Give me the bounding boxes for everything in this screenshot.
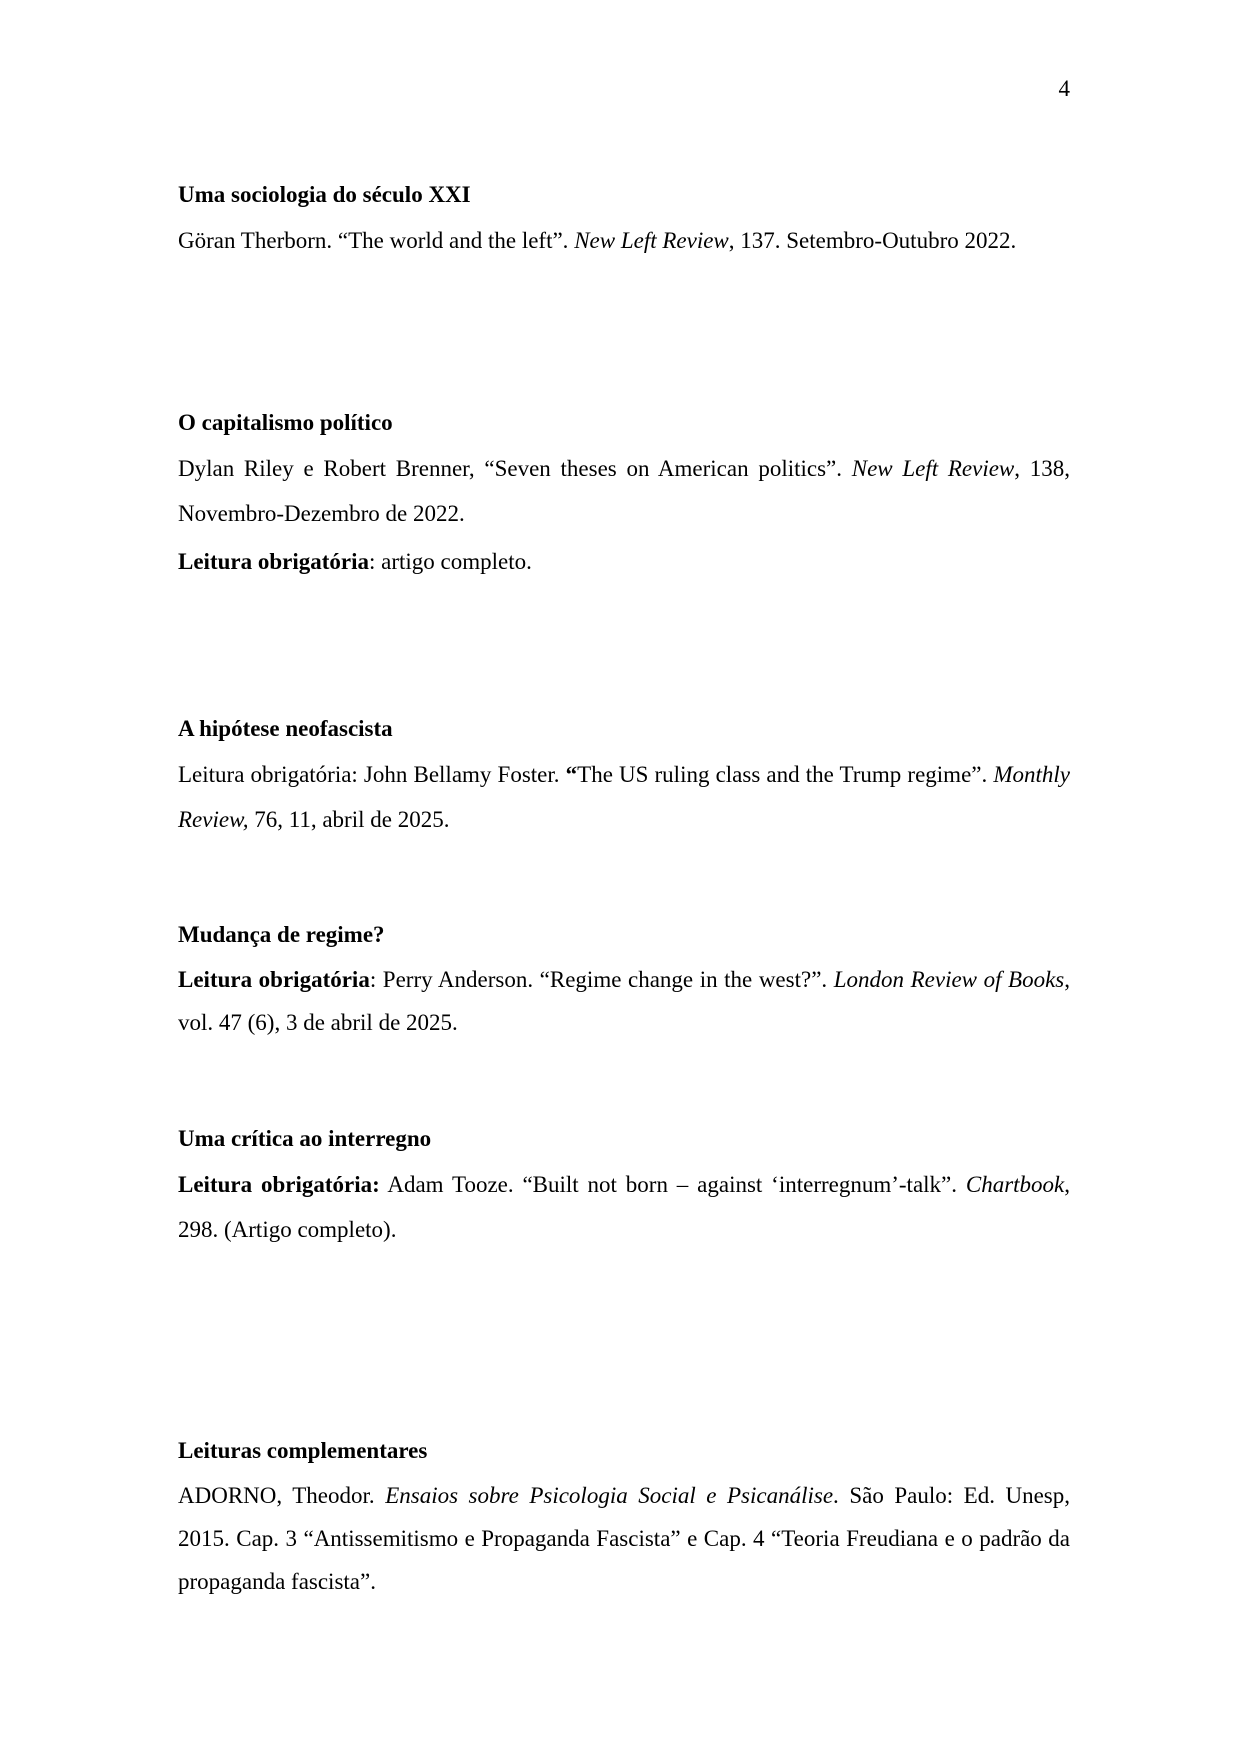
ref-journal: Monthly Review, xyxy=(178,762,1071,832)
ref-journal: London Review of Books xyxy=(833,967,1065,992)
section-sociologia xyxy=(178,180,1070,263)
reference-entry xyxy=(178,1162,1070,1252)
ref-title: The US ruling class and the Trump regime”. xyxy=(577,762,994,787)
section-leituras-complementares xyxy=(178,1436,1070,1603)
reading-label: Leitura obrigatória xyxy=(178,967,370,992)
section-heading: Uma sociologia do século XXI xyxy=(178,182,471,207)
ref-details: . São Paulo: Ed. Unesp, 2015. Cap. 3 “Antissemitismo e Propaganda Fascista” e Cap. 4 “Teoria Freudiana e o padrão da propaganda fascista”. xyxy=(178,1483,1071,1594)
reference-entry xyxy=(178,958,1070,1044)
reading-note xyxy=(178,539,1070,584)
ref-details: , vol. 47 (6), 3 de abril de 2025. xyxy=(178,967,1071,1035)
section-heading: Leituras complementares xyxy=(178,1438,428,1463)
ref-text: : Perry Anderson. “Regime change in the west?”. xyxy=(369,967,834,992)
ref-details: 76, 11, abril de 2025. xyxy=(248,807,450,832)
section-capitalismo xyxy=(178,408,1070,584)
section-heading: A hipótese neofascista xyxy=(178,716,393,741)
reference-entry xyxy=(178,218,1070,263)
reading-label: Leitura obrigatória: xyxy=(178,1172,380,1197)
ref-details: , 137. Setembro-Outubro 2022. xyxy=(728,228,1017,253)
ref-details: , 138, Novembro-Dezembro de 2022. xyxy=(178,456,1070,526)
reading-label: Leitura obrigatória xyxy=(178,549,369,574)
ref-author: Göran Therborn. xyxy=(178,228,338,253)
ref-details: , 298. (Artigo completo). xyxy=(178,1172,1070,1242)
ref-author: ADORNO, Theodor. xyxy=(178,1483,386,1508)
section-heading: Mudança de regime? xyxy=(178,922,385,947)
ref-title: Ensaios sobre Psicologia Social e Psicanálise xyxy=(385,1483,834,1508)
reading-text: : artigo completo. xyxy=(369,549,532,574)
ref-text: Adam Tooze. “Built not born – against ‘interregnum’-talk”. xyxy=(379,1172,966,1197)
ref-title: “Seven theses on American politics”. xyxy=(484,456,852,481)
reference-entry xyxy=(178,752,1070,842)
section-neofascista xyxy=(178,714,1070,842)
section-interregno xyxy=(178,1124,1070,1252)
ref-title: “The world and the left”. xyxy=(337,228,575,253)
ref-journal: Chartbook xyxy=(965,1172,1065,1197)
ref-prefix: Leitura obrigatória: John Bellamy Foster. xyxy=(178,762,566,787)
ref-quote-open: “ xyxy=(565,762,578,787)
page-number: 4 xyxy=(1058,76,1070,101)
section-heading: Uma crítica ao interregno xyxy=(178,1126,432,1151)
ref-author: Dylan Riley e Robert Brenner, xyxy=(178,456,485,481)
reference-entry xyxy=(178,1474,1070,1603)
reference-entry xyxy=(178,446,1070,536)
ref-journal: New Left Review xyxy=(851,456,1015,481)
section-heading: O capitalismo político xyxy=(178,410,393,435)
ref-journal: New Left Review xyxy=(574,228,729,253)
section-mudanca-regime xyxy=(178,920,1070,1044)
